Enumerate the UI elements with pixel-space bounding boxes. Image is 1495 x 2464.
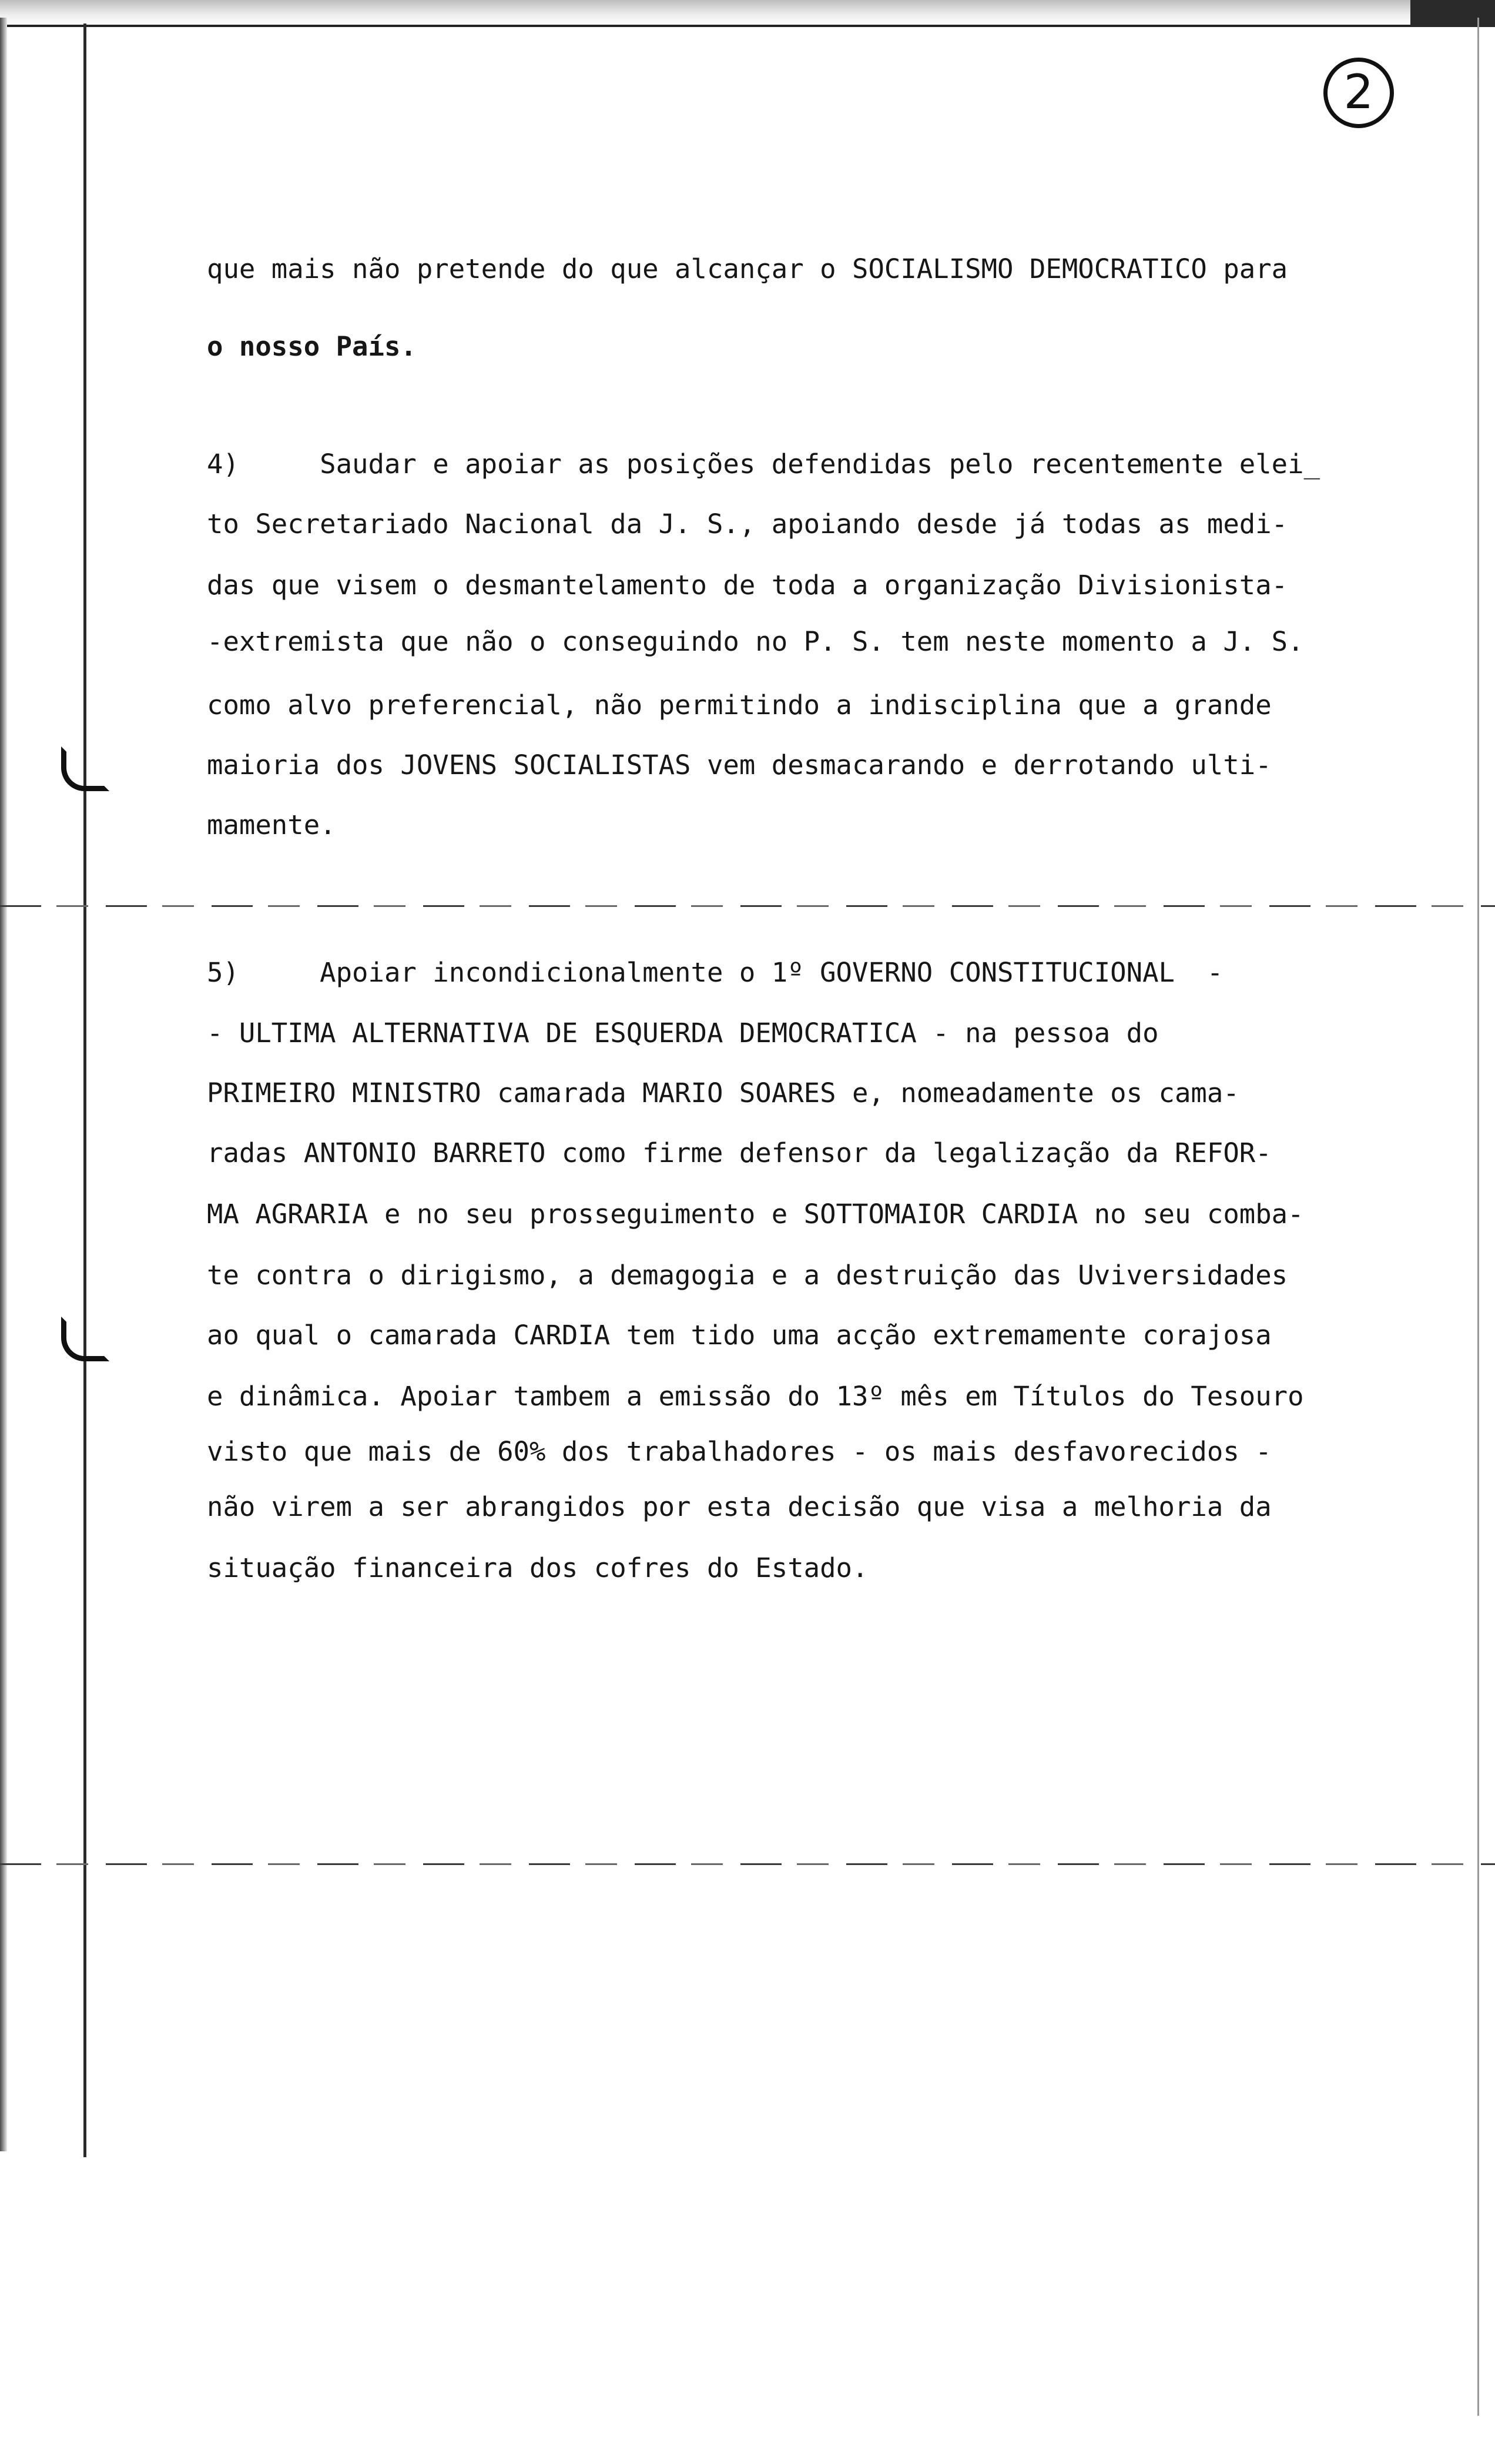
fold-line xyxy=(0,905,1495,907)
text-line: visto que mais de 60% dos trabalhadores - os mais desfavorecidos - xyxy=(207,1436,1272,1467)
scan-top-edge xyxy=(0,25,1495,27)
text-line: que mais não pretende do que alcançar o SOCIALISMO DEMOCRATICO para xyxy=(207,253,1288,284)
text-line: -extremista que não o conseguindo no P. S. tem neste momento a J. S. xyxy=(207,626,1304,657)
text-line: mamente. xyxy=(207,809,336,841)
text-line: MA AGRARIA e no seu prosseguimento e SOTTOMAIOR CARDIA no seu comba- xyxy=(207,1198,1304,1230)
text-line: situação financeira dos cofres do Estado. xyxy=(207,1552,869,1583)
text-line: como alvo preferencial, não permitindo a indisciplina que a grande xyxy=(207,689,1272,721)
text-line: não virem a ser abrangidos por esta decisão que visa a melhoria da xyxy=(207,1491,1272,1522)
text-line: radas ANTONIO BARRETO como firme defensor da legalização da REFOR- xyxy=(207,1137,1272,1169)
punch-hole-mark xyxy=(61,1317,109,1361)
punch-hole-mark xyxy=(61,746,109,791)
text-line: te contra o dirigismo, a demagogia e a destruição das Uviversidades xyxy=(207,1260,1288,1291)
text-line: das que visem o desmantelamento de toda a organização Divisionista- xyxy=(207,570,1288,601)
scan-corner-shadow xyxy=(1410,0,1495,27)
text-line: to Secretariado Nacional da J. S., apoiando desde já todas as medi- xyxy=(207,508,1288,540)
scan-left-edge xyxy=(0,18,7,2151)
text-line: PRIMEIRO MINISTRO camarada MARIO SOARES e, nomeadamente os cama- xyxy=(207,1077,1239,1109)
page-number: 2 xyxy=(1323,58,1394,128)
scan-top-shadow xyxy=(0,0,1495,28)
item-4-heading-line: 4) Saudar e apoiar as posições defendidas pelo recentemente elei_ xyxy=(207,448,1320,480)
text-line: ao qual o camarada CARDIA tem tido uma acção extremamente corajosa xyxy=(207,1320,1272,1351)
margin-rule xyxy=(83,24,86,2157)
text-line: maioria dos JOVENS SOCIALISTAS vem desmacarando e derrotando ulti- xyxy=(207,749,1272,781)
text-line: e dinâmica. Apoiar tambem a emissão do 13º mês em Títulos do Tesouro xyxy=(207,1381,1304,1412)
fold-line xyxy=(0,1863,1495,1865)
page-right-edge xyxy=(1477,18,1479,2416)
item-5-heading-line: 5) Apoiar incondicionalmente o 1º GOVERNO CONSTITUCIONAL - xyxy=(207,957,1224,988)
text-line: - ULTIMA ALTERNATIVA DE ESQUERDA DEMOCRATICA - na pessoa do xyxy=(207,1017,1159,1049)
text-line: o nosso País. xyxy=(207,331,417,362)
